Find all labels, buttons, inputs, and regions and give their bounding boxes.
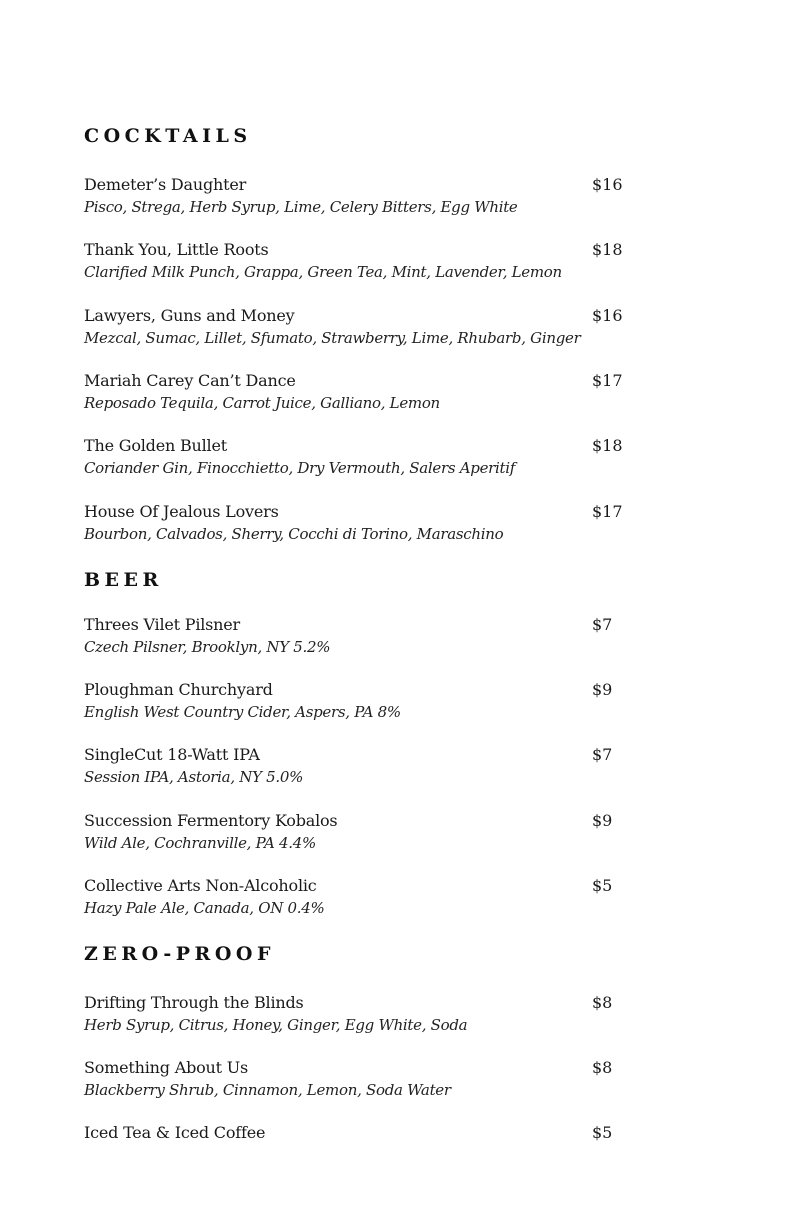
item-name: The Golden Bullet	[84, 436, 227, 455]
item-price: $18	[592, 436, 623, 455]
item-description: English West Country Cider, Aspers, PA 8%	[84, 703, 401, 721]
item-description: Reposado Tequila, Carrot Juice, Galliano, Lemon	[84, 394, 440, 412]
item-name: Drifting Through the Blinds	[84, 993, 304, 1012]
item-price: $7	[592, 615, 613, 634]
item-name: Collective Arts Non-Alcoholic	[84, 876, 317, 895]
item-price: $17	[592, 502, 623, 521]
section-title-cocktails: COCKTAILS	[84, 125, 252, 147]
menu-item	[84, 174, 644, 218]
menu-item	[84, 810, 644, 854]
item-name: Thank You, Little Roots	[84, 240, 269, 259]
item-description: Bourbon, Calvados, Sherry, Cocchi di Torino, Maraschino	[84, 525, 504, 543]
menu-item	[84, 370, 644, 414]
item-name: Succession Fermentory Kobalos	[84, 811, 338, 830]
item-name: Something About Us	[84, 1058, 249, 1077]
item-description: Hazy Pale Ale, Canada, ON 0.4%	[84, 899, 325, 917]
item-price: $7	[592, 745, 613, 764]
item-name: Threes Vilet Pilsner	[84, 615, 240, 634]
item-name: House Of Jealous Lovers	[84, 502, 279, 521]
item-price: $9	[592, 680, 613, 699]
menu-item	[84, 744, 644, 788]
item-price: $9	[592, 811, 613, 830]
item-price: $17	[592, 371, 623, 390]
item-price: $16	[592, 306, 623, 325]
item-name: Ploughman Churchyard	[84, 680, 273, 699]
item-description: Blackberry Shrub, Cinnamon, Lemon, Soda Water	[84, 1081, 451, 1099]
item-description: Session IPA, Astoria, NY 5.0%	[84, 768, 304, 786]
item-price: $5	[592, 1123, 613, 1142]
item-price: $16	[592, 175, 623, 194]
item-description: Wild Ale, Cochranville, PA 4.4%	[84, 834, 316, 852]
item-name: SingleCut 18-Watt IPA	[84, 745, 260, 764]
item-description: Mezcal, Sumac, Lillet, Sfumato, Strawberry, Lime, Rhubarb, Ginger	[84, 329, 581, 347]
menu-item	[84, 239, 644, 283]
menu-item	[84, 435, 644, 479]
item-description: Pisco, Strega, Herb Syrup, Lime, Celery Bitters, Egg White	[84, 198, 518, 216]
item-name: Iced Tea & Iced Coffee	[84, 1123, 266, 1142]
item-description: Czech Pilsner, Brooklyn, NY 5.2%	[84, 638, 331, 656]
menu-item	[84, 305, 644, 349]
item-description: Herb Syrup, Citrus, Honey, Ginger, Egg White, Soda	[84, 1016, 468, 1034]
section-title-zero-proof: ZERO-PROOF	[84, 943, 275, 965]
item-description: Clarified Milk Punch, Grappa, Green Tea, Mint, Lavender, Lemon	[84, 263, 562, 281]
item-name: Lawyers, Guns and Money	[84, 306, 295, 325]
menu-item	[84, 614, 644, 658]
item-price: $18	[592, 240, 623, 259]
item-price: $8	[592, 1058, 613, 1077]
menu-item	[84, 1057, 644, 1101]
item-name: Demeter’s Daughter	[84, 175, 247, 194]
item-description: Coriander Gin, Finocchietto, Dry Vermouth, Salers Aperitif	[84, 459, 515, 477]
item-price: $8	[592, 993, 613, 1012]
menu-item	[84, 501, 644, 545]
menu-item	[84, 679, 644, 723]
section-title-beer: BEER	[84, 569, 163, 591]
item-price: $5	[592, 876, 613, 895]
menu-item	[84, 875, 644, 919]
menu-item	[84, 992, 644, 1036]
item-name: Mariah Carey Can’t Dance	[84, 371, 296, 390]
menu-item	[84, 1122, 644, 1144]
